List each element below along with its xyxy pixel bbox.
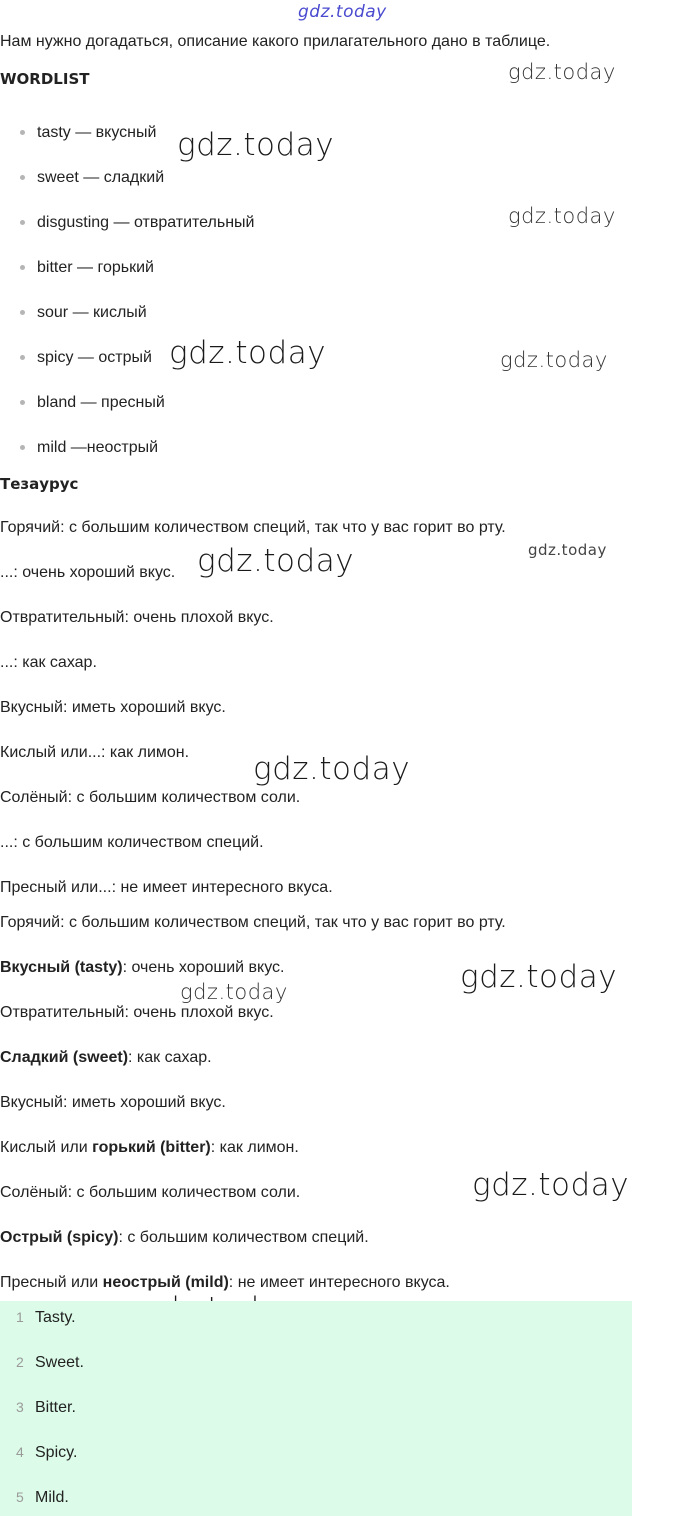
filled-line: Кислый или горький (bitter): как лимон. (0, 1139, 299, 1156)
answers-box (0, 1301, 632, 1516)
filled-line: Сладкий (sweet): как сахар. (0, 1049, 212, 1066)
bullet-icon (20, 400, 25, 405)
filled-line: Вкусный: иметь хороший вкус. (0, 1094, 226, 1111)
wordlist-item: sour — кислый (20, 304, 147, 322)
bullet-icon (20, 310, 25, 315)
filled-line: Вкусный (tasty): очень хороший вкус. (0, 959, 285, 976)
watermark: gdz.today (253, 751, 411, 787)
watermark-top: gdz.today (298, 2, 387, 22)
filled-line: Солёный: с большим количеством соли. (0, 1184, 301, 1201)
watermark: gdz.today (528, 541, 607, 559)
answer-item: 5 Mild. (16, 1489, 69, 1506)
filled-line: Горячий: с большим количеством специй, так что у вас горит во рту. (0, 914, 506, 931)
thesaurus-line: ...: как сахар. (0, 654, 97, 671)
filled-line: Острый (spicy): с большим количеством специй. (0, 1229, 369, 1246)
thesaurus-line: ...: с большим количеством специй. (0, 834, 264, 851)
thesaurus-line: Отвратительный: очень плохой вкус. (0, 609, 274, 626)
bullet-icon (20, 220, 25, 225)
bullet-icon (20, 355, 25, 360)
intro-text: Нам нужно догадаться, описание какого прилагательного дано в таблице. (0, 33, 551, 50)
wordlist-item: sweet — сладкий (20, 169, 164, 187)
answer-item: 1 Tasty. (16, 1309, 76, 1326)
watermark: gdz.today (508, 204, 616, 228)
watermark: gdz.today (500, 348, 608, 372)
watermark: gdz.today (180, 980, 288, 1004)
thesaurus-line: Вкусный: иметь хороший вкус. (0, 699, 226, 716)
bullet-icon (20, 265, 25, 270)
thesaurus-line: ...: очень хороший вкус. (0, 564, 176, 581)
wordlist-item: tasty — вкусный (20, 124, 156, 142)
watermark: gdz.today (508, 60, 616, 84)
wordlist-item: bitter — горький (20, 259, 154, 277)
wordlist-item: spicy — острый (20, 349, 152, 367)
wordlist-item: disgusting — отвратительный (20, 214, 254, 232)
wordlist-item: mild —неострый (20, 439, 158, 457)
bullet-icon (20, 175, 25, 180)
thesaurus-line: Пресный или...: не имеет интересного вкуса. (0, 879, 333, 896)
bullet-icon (20, 130, 25, 135)
thesaurus-heading: Тезаурус (0, 475, 79, 493)
bullet-icon (20, 445, 25, 450)
answer-item: 3 Bitter. (16, 1399, 76, 1416)
thesaurus-line: Кислый или...: как лимон. (0, 744, 190, 761)
watermark: gdz.today (197, 543, 355, 579)
filled-line: Отвратительный: очень плохой вкус. (0, 1004, 274, 1021)
wordlist-item: bland — пресный (20, 394, 165, 412)
watermark: gdz.today (177, 127, 335, 163)
watermark: gdz.today (472, 1167, 630, 1203)
wordlist-heading: WORDLIST (0, 70, 90, 88)
answer-item: 4 Spicy. (16, 1444, 78, 1461)
watermark: gdz.today (169, 335, 327, 371)
filled-line: Пресный или неострый (mild): не имеет интересного вкуса. (0, 1274, 450, 1291)
watermark: gdz.today (460, 959, 618, 995)
thesaurus-line: Солёный: с большим количеством соли. (0, 789, 301, 806)
answer-item: 2 Sweet. (16, 1354, 84, 1371)
thesaurus-line: Горячий: с большим количеством специй, так что у вас горит во рту. (0, 519, 506, 536)
